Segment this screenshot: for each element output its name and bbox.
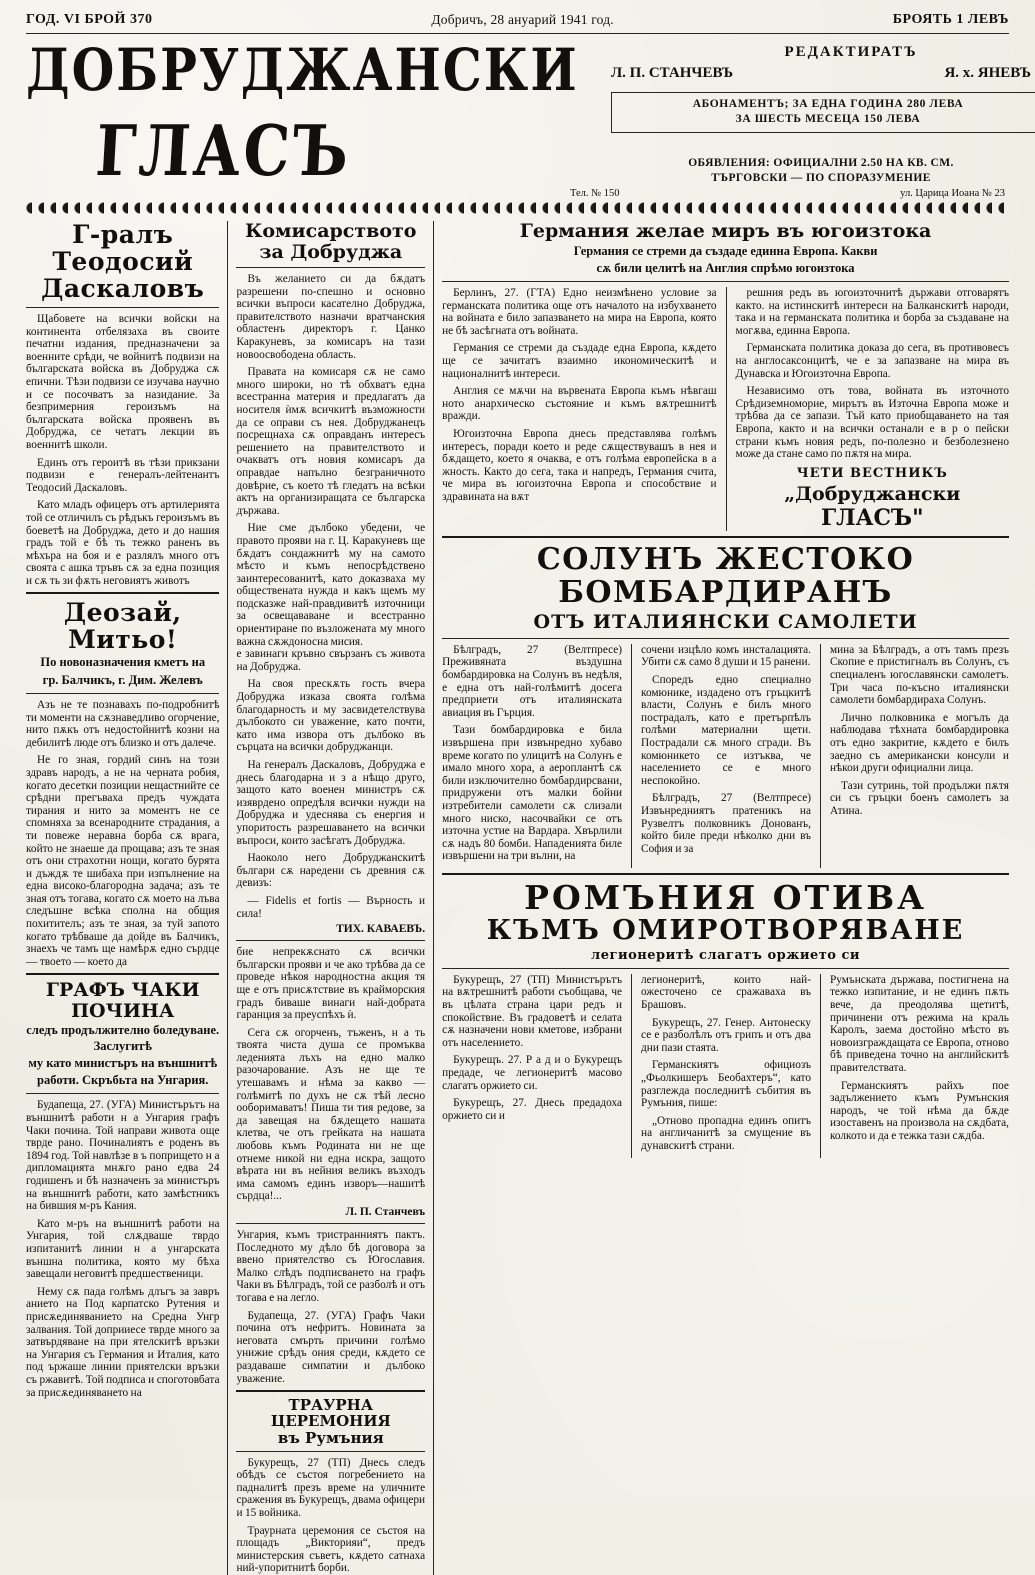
paragraph: Будапеща, 27. (УГА) Министърътъ на външнитѣ работи н а Унгария графъ Чаки почина. Той направи живота още тврде рано. Починалиятъ е роденъ въ 1894 год. Той навлѣзе в ъ попрището н а дипломацията мнѫго рано едва 24 годишенъ и бѣ назначенъ за министъръ на външнитѣ работи, като замѣстникъ на бившия м-ръ Кания. [26,1099,220,1213]
paragraph: Германската политика доказа до сега, въ противовесъ на англосаксонцитѣ, че е за запазване на мира въ Дунавска и Югоизточна Европа. [735,342,1009,380]
rule [442,968,1009,969]
paragraph: Щабовете на всички войски на континента отбелязаха въ своите печатни издания, предназначени за военните срѣди, че войнитѣ подвизи на българската войска въ Добруджа сѫ епични. Тѣзи подвизи се изучава научно и се посочватъ за назидание. За безпримерния героизъмъ на българската войска проявенъ въ Добруджа, се четатъ лекции въ военнитѣ школи. [26,313,220,451]
romania-body-3 [820,974,1009,1158]
column-right [433,221,1009,1575]
paragraph: Тази сутринь, той продължи пѫтя си съ гръцки боенъ самолетъ за Атина. [829,779,1009,817]
paragraph: Наоколо него Добруджанскитѣ българи сѫ наредени съ древния сѫ девизъ: [236,852,426,890]
rule [442,638,1009,639]
rule [26,973,219,975]
ornamental-divider-top [26,202,1009,215]
germany-subhead-2: сѫ били целитѣ на Англия спрѣмо югоизтока [596,260,855,275]
paragraph: Англия се мѫчи на вървената Европа къмъ нѣвгаш ното анархическо състояние и къмъ вѫтрешнитѣ вражди. [442,385,717,423]
self-promo-box [736,467,1009,531]
paragraph: Лично полковника е могълъ да наблюдава тѣхната бомбардировка отъ едно закритие, кѫдето е билъ заедно съ американски консули и нѣкои други официални лица. [829,711,1009,775]
germany-subhead-1: Германия се стреми да създаде единна Европа. Какви [573,243,878,258]
paragraph: решния редъ въ югоизточнитѣ държави отговарятъ както. на истинскитѣ интереси на Балканскитѣ народи, така и на германската политика и борба за създаване на могѫва, единна Европа. [735,287,1009,337]
paragraph: Споредъ едно специално комюнике, издадено отъ гръцкитѣ власти, Солунъ е билъ много пострадалъ, като е претърпѣлъ голѣми материални щети. Пострадали сѫ много сгради. Въ комюникето се изтъква, че населението се е много неспокойно. [641,674,811,787]
paragraph: е завинаги кръвно свързанъ съ живота на Добруджа. [236,648,426,673]
editor-name-2: Я. х. ЯНЕВЪ [944,65,1031,81]
content-columns [26,221,1009,1575]
article-1-signature: ТИХ. КАВАЕВЪ. [336,923,426,936]
paragraph: мина за Бѣлградъ, а отъ тамъ презъ Скопие е пристигналъ въ Солунъ, съ специаленъ югославянски самолетъ. Три часа по-късно италиянски самолети бомбардираха Солунъ. [829,643,1009,707]
paragraph: — Fidelis et fortis — Върность и сила! [236,894,426,920]
promo-line-2: „Добруджански [784,482,961,505]
article-3-subhead-1: следъ продължително боледуване. Заслугитѣ [26,1023,220,1053]
paragraph: Не го зная, гордий синъ на този здравъ народъ, а не на черната робия, когато десетки позиции нещастнийте се срѣдни прегъваха предъ чуждата тирания и нито за моментъ не се спомняха за всенародните страдания, а ти повеже неравна борба сѫ врага, който не знаеше да прощава; азъ те зная отъ они страхотни нощи, когато бурята и дъждѫ те шибаха при изпълнение на една високо-благородна задача; азъ те зная отъ тогава, когато сѫ моето на лъва следъшне всѣка сполна на общия похитителъ; азъ те зная, за туй запото когато трѣбваше да дойде въ Балчикъ, знаехъ че тамъ ще намѣрѫ едно сърдце — твоето — което да [26,754,220,968]
promo-line-1: ЧЕТИ ВЕСТНИКЪ [796,465,948,481]
editor-name-1: Л. П. СТАНЧЕВЪ [611,65,734,81]
paragraph: Независимо отъ това, войната въ източното Срѣдиземноморие, мирътъ въ Източна Европа може и трѣбва да се запази. Тъй като приобщаването на тая Европа, както и на всички останали е в р о пейски страни къмъ новия редъ, по-полезно и безболезнено може да стане само по пѫтя на мира. [735,385,1009,461]
paragraph: Нему сѫ пада голѣмъ длъгъ за завръ анието на Под карпатско Рутения и присѫединяванието на Средна Унгр залвания. Той доприиесе тврде много за затвърдяване на при ятелскитѣ връзки на Унгария съ Германия и Италия, като под ържаше линии приятелски връзки съ ржавитѣ. Той подписа и споготовбата за присѫединяването на [26,1285,220,1399]
paragraph: На генералъ Даскаловъ, Добруджа е днесь благодарна и з а нѣщо друго, защото като военен министръ сѫ изяврдено опредѣля всички нужди на Добруджа и удеснява съ енергия и упоритость разрешаването на всички въпроси, които засѣгатъ Добруджа. [236,759,426,847]
paragraph: Германскиятъ официозъ „Фьолкишеръ Беобахтеръ“, като разглежда последнитѣ събития въ Румъния, пише: [641,1059,811,1110]
funeral-body [236,1457,425,1575]
subscription-box [611,92,1035,133]
germany-body-right [726,287,1009,531]
paragraph: Траурната церемония се състоя на площадъ „Викторияи“, предъ министерския съветъ, кѫдето сатнаха ний-упоритнитѣ борби. [236,1524,426,1575]
rule [236,1451,425,1452]
romania-body-1 [442,974,631,1158]
salonica-subhead: ОТЪ ИТАЛИЯНСКИ САМОЛЕТИ [533,610,918,633]
issue-number: ГОД. VI БРОЙ 370 [26,12,153,27]
masthead-divider [26,33,1009,34]
funeral-headline-2: въ Румъния [277,1428,384,1447]
paragraph: Азъ не те познавахъ по-подробнитѣ ти моменти на сѫзнаведливо огорчение, нито пѫкъ отъ недостойнитѣ козни на дебилитѣ люде отъ близко и отъ далече. [26,698,220,749]
paragraph: Бѣлградъ, 27 (Велтпресе) Извънредниятъ пратеникъ на Рузвелтъ полковникъ Донованъ, който биле преди нѣколко дни въ София и за [641,792,811,855]
germany-body-left [442,287,725,531]
advertising-rates [611,156,1031,186]
paragraph: Сега сѫ огорченъ, тъженъ, н а ть твоята чиста душа се промъква леденията лъхъ на едно малко разочарование. Азъ не ще те утешавамъ и нѣма за какво — голѣмитѣ по духъ не сѫ тѣй лесно ооборимаватъ! Пиша ти тия редове, за да завещая на бѫдещето нашата клетва, че отъ грейката на нашата любовь къмъ Родината ни не ще отнеме никой ни една искра, защото вѣрата ни въ нейния великъ възходъ има самомъ единъ изворъ—нашитѣ сърдца!... [236,1026,426,1203]
paragraph: Германскиятъ райхъ пое задължението къмъ Румънския народъ, че той нѣма да бѫде изоставенъ на произвола на сѫдбата, колкото и да е тежка тази сѫдба. [829,1079,1009,1143]
paragraph: Букурещъ, 27 (ТП) Днесь следъ обѣдъ се състоя погребението на падналитѣ презъ време на уличните сражения въ Букурещъ, двама офицери и 15 войника. [236,1456,426,1520]
column-left [26,221,227,1575]
paragraph: сочени изцѣло комъ инсталацията. Убити сѫ само 8 души и 15 ранени. [641,643,811,669]
rule [236,267,425,268]
issue-price: БРОЯТЬ 1 ЛЕВЪ [892,12,1009,27]
article-2-subhead-1: По новоназначения кметъ на [40,655,206,670]
romania-body-2 [631,974,820,1158]
ads-official: ОБЯВЛЕНИЯ: ОФИЦИАЛНИ 2.50 НА КВ. СМ. [688,157,954,169]
article-3-continuation [236,1229,425,1385]
paragraph: На своя прескѫть гость вчера Добруджа изказа своята голѣма благодарность и му засвидетелствува дълбокото си уважение, като почти, като има извора отъ дълбоко въ сърцата на всички добруджанци. [236,678,426,754]
paragraph: Правата на комисаря сѫ не само много широки, но тѣ обхватъ една всестранна материя и предлагатъ да носителя ѝмѫ всичкитѣ възможности да се оправи съ нея. Добруджанецъ посрещнаха сѫ оправданъ интересъ решението на правителството и очакватъ отъ новия комисаръ да оправдае напълно безграничното довѣрие, съ което тѣ гледатъ на всѣки актъ на организиращата се българска държава. [236,366,426,517]
newspaper-logo [26,35,586,192]
salonica-banner [442,543,1009,633]
article-3-subhead-2: му като министъръ на външнитѣ [28,1055,218,1070]
paragraph: Като младъ офицеръ отъ артилерията той се отличилъ съ рѣдъкъ героизъмъ въ боеветѣ на Добруджа, дето и до нашия градъ той е бѣ ть тежко раненъ въ мѣхъра на боя и е разлялъ много отъ своята с ашка тръвъ сѫ за една позиция и сѫ ть зи фѫть неговиятъ животъ [26,499,220,587]
paragraph: „Отново пропадна единъ опитъ на англичанитѣ за смущение въ дунавскитѣ страни. [641,1114,811,1153]
paragraph: Тази бомбардировка е била извършена при извънредно хубаво време когато по улицитѣ на Солунъ е имало много хора, а аероплантѣ сѫ били изключително бомбардирсвани, придружени отъ малки бойни изтребители самолети сѫ слизали много ниско, насочвайки се отъ източна устие на Вардара. Хвърлили сѫ надъ 80 бомби. Нападенията биле извършени на три вълни, на [442,724,623,863]
paragraph: бие непрекѫснато сѫ всички български прояви и че ако трѣбва да се проведе нѣкоя народностна акция тя ще е отъ присѫтствие въ крайморския градъ биваше винаги най-добрата гаранция за преуспѣхъ ѝ. [236,946,426,1022]
rule [26,592,219,594]
paragraph: Бѣлградъ, 27 (Велтпресе) Преживяната въздушна бомбардировка на Солунъ въ недѣля, е една отъ най-голѣмитѣ досега предприети отъ италиянската авиация въ Гърция. [442,643,623,719]
office-address: ул. Царица Иоана № 23 [900,188,1005,199]
article-2-continuation [236,946,425,1203]
logo-line-1: ДОБРУДЖАНСКИ [26,35,579,105]
commissariat-headline-2: за Добруджа [259,240,403,263]
salonica-headline: СОЛУНЪ ЖЕСТОКО БОМБАРДИРАНЪ [536,541,915,610]
ads-commercial: ТЪРГОВСКИ — ПО СПОРАЗУМЕНИЕ [711,172,931,184]
rule [236,1390,425,1392]
article-1-continuation [236,648,425,920]
paragraph: Букурещъ. 27. Р а д и о Букурещъ предаде, че легионеритѣ масово слагатъ оржието си. [442,1054,623,1092]
rule [442,281,1009,282]
article-1-headline: Г-ралъ Теодосий Даскаловъ [41,220,205,303]
rule [26,1093,219,1094]
paragraph: Румънската държава, постигнена на тежко изпитание, и не единъ пѫть вече, да преодолява щетитѣ, причинени отъ режима на краль Каролъ, заема достойно мѣсто въ новоизграждащата се Европа, отново бѣ приведена точно на английскитѣ правителствата. [829,973,1009,1075]
masthead-top-line [26,12,1009,30]
paragraph: Въ желанието си да бѫдатъ разрешени по-спешно и основно всички въпроси касателно Добруджа, правителството назначи вратчанския областенъ директоръ г. Цанко Каракуневъ, за комисаръ на тази новоосвободена область. [236,273,426,361]
article-3-body [26,1099,219,1399]
rule [236,940,425,941]
salonica-body-1 [442,644,631,868]
romania-banner [442,877,1009,963]
subscription-halfyear: ЗА ШЕСТЬ МЕСЕЦА 150 ЛЕВА [735,113,921,125]
article-1-body [26,313,219,587]
logo-line-2: ГЛАСЪ [93,110,354,192]
article-3-headline: ГРАФЪ ЧАКИ ПОЧИНА [45,979,200,1022]
commissariat-headline-1: Комисарството [245,220,417,242]
place-and-date: Добричъ, 28 ануарий 1941 год. [431,12,614,27]
paragraph: Единъ отъ героитѣ въ тѣзи прикзани подвизи е генералъ-лейтенантъ Теодосий Даскаловъ. [26,456,220,494]
column-middle [227,221,433,1575]
rule [26,693,219,694]
rule [442,873,1009,875]
paragraph: легионеритѣ, които най-ожесточено се сражаваха въ Брашовъ. [641,973,811,1012]
romania-headline-1: РОМЪНИЯ ОТИВА [524,877,927,917]
commissariat-body [236,273,425,648]
paragraph: Югоизточна Европа днесь представлява голѣмъ интересъ, поради което и реде сѫществувашъ в нея и бѫдащето, което я очаква, е отъ голѣма европейска в а жность. Както до сега, така и напредъ, Германия счита, че мира въ югоизточна Европа и способствие и здравината на вѫт [442,427,717,503]
salonica-body-2 [631,644,820,868]
article-2-subhead-2: гр. Балчикъ, г. Дим. Желевъ [42,672,203,687]
rule [236,1223,425,1224]
rule [442,536,1009,538]
paragraph: Като м-ръ на външнитѣ работи на Унгария, той слѫдваше тврдо изпитанитѣ линии н а унгарската външна политика, която му бѣха завещали неговитѣ предшественици. [26,1217,220,1281]
promo-line-3: ГЛАСЪ" [820,504,924,531]
subscription-yearly: АБОНАМЕНТЪ; ЗА ЕДНА ГОДИНА 280 ЛЕВА [692,98,964,110]
paragraph: Унгария, къмъ тристранниятъ пактъ. Последното му дѣло бѣ договора за ввено приятелство съ Югославия. Малко слѣдъ подписването на графъ Чаки въ Бѣлградъ, той се разболѣ и отъ тогава е на легло. [236,1229,426,1304]
article-2-body [26,699,219,968]
paragraph: Будапеща, 27. (УГА) Графъ Чаки почина отъ нефритъ. Новината за неговата смърть причини голѣмо унижие срѣдъ ония среди, кѫдето се раздаваше симпатии и дълбоко уважение. [236,1309,426,1385]
paragraph: Букурещъ, 27. Генер. Антонеску се е разболѣлъ отъ грипъ и отъ два дни пази стаята. [641,1016,811,1054]
rule [26,307,219,308]
editors-block [611,44,1031,82]
paragraph: Берлинъ, 27. (ГТА) Едно неизмѣнено условие за германската политика още отъ началото на избухването на войната е било запазването на мира на Европа, която не бѣ засѣгната отъ войната. [442,287,717,337]
paragraph: Букурещъ, 27 (ТП) Министърътъ на вѫтрешнитѣ работи съобщава, че въ цѣлата страна цари редъ и спокойствие. Въ градоветѣ и селата сѫ назначени нови кметове, избрани отъ населението. [442,973,623,1049]
paragraph: Ние сме дълбоко убедени, че правото прояви на г. Ц. Каракуневъ ще бѫдатъ сондажнитѣ му на самото мѣсто и къмъ непосрѣдствено заинтересованитѣ, като доказваха му обществената нужда и какъ щемъ му подсказже най-правдивитѣ източници за освещававане и всестранно ориентиране по възложената му много важна сѫждоносна мисия. [236,522,426,648]
article-3-subhead-3: работи. Скръбьта на Унгария. [37,1073,209,1088]
phone-number: Тел. № 150 [570,188,620,199]
romania-headline-2: КЪМЪ ОМИРОТВОРЯВАНЕ [486,915,965,947]
funeral-headline-1: ТРАУРНА ЦЕРЕМОНИЯ [270,1396,391,1431]
masthead [26,35,1031,192]
article-2-signature: Л. П. Станчевъ [345,1206,426,1218]
germany-headline: Германия желае миръ въ югоизтока [519,220,932,242]
salonica-body-3 [820,644,1009,868]
article-2-headline: Деозай, Митьо! [63,598,182,655]
paragraph: Германия се стреми да създаде една Европа, кѫдето ще се зачитатъ взаимно икономическитѣ и националнитѣ интереси. [442,342,717,380]
editors-heading: РЕДАКТИРАТЪ [784,44,918,60]
paragraph: Букурещъ, 27. Днесь предадоха оржието си и [442,1097,623,1122]
romania-subhead: легионеритѣ слагатъ оржието си [591,947,861,963]
